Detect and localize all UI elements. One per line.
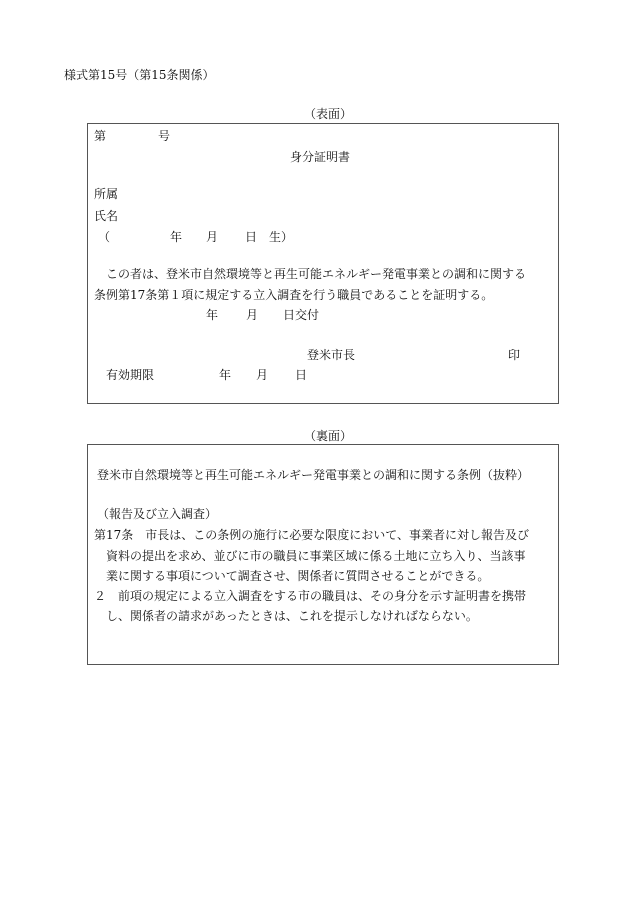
article-line-1: 第17条 市長は、この条例の施行に必要な限度において、事業者に対し報告及び (94, 528, 530, 542)
affiliation-label: 所属 (94, 187, 119, 201)
section-subheading: （報告及び立入調査） (97, 507, 218, 521)
issue-month: 月 (246, 308, 259, 322)
birth-month: 月 (206, 230, 219, 244)
article-line-2: 資料の提出を求め、並びに市の職員に事業区域に係る土地に立ち入り、当該事 (106, 549, 526, 563)
number-suffix: 号 (158, 129, 171, 143)
birth-year: 年 (170, 230, 183, 244)
paragraph2-line-2: し、関係者の請求があったときは、これを提示しなければならない。 (106, 609, 478, 623)
validity-label: 有効期限 (106, 368, 155, 382)
validity-month: 月 (256, 368, 269, 382)
certify-line-2: 条例第17条第１項に規定する立入調査を行う職員であることを証明する。 (94, 288, 494, 302)
birth-day: 日 生） (245, 230, 294, 244)
paragraph2-line-1: ２ 前項の規定による立入調査をする市の職員は、その身分を示す証明書を携帯 (94, 589, 527, 603)
validity-day: 日 (295, 368, 308, 382)
certify-line-1: この者は、登米市自然環境等と再生可能エネルギー発電事業との調和に関する (106, 267, 527, 281)
number-prefix: 第 (94, 129, 107, 143)
back-heading: （裏面） (304, 429, 353, 443)
birth-open: （ (98, 230, 111, 244)
mayor-label: 登米市長 (307, 348, 356, 362)
issue-year: 年 (206, 308, 219, 322)
article-line-3: 業に関する事項について調査させ、関係者に質問させることができる。 (106, 569, 490, 583)
issue-day: 日交付 (283, 308, 320, 322)
ordinance-title: 登米市自然環境等と再生可能エネルギー発電事業との調和に関する条例（抜粋） (97, 468, 530, 482)
validity-year: 年 (219, 368, 232, 382)
certificate-title: 身分証明書 (290, 150, 351, 164)
front-heading: （表面） (304, 107, 353, 121)
name-label: 氏名 (94, 209, 119, 223)
seal-mark: 印 (508, 348, 521, 362)
form-label: 様式第15号（第15条関係） (64, 68, 215, 82)
